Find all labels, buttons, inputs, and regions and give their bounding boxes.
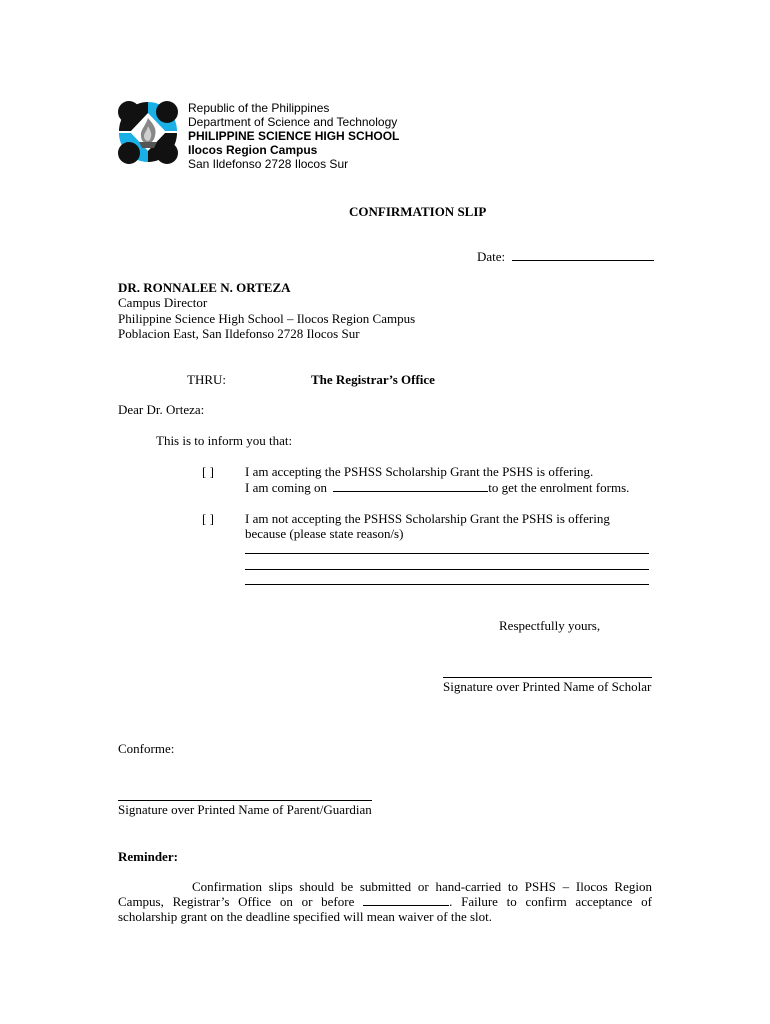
letterhead-department: Department of Science and Technology (188, 115, 398, 129)
date-row (477, 249, 654, 264)
reason-line-3[interactable] (245, 584, 649, 585)
parent-signature-line[interactable] (118, 800, 372, 801)
logo-circle-top-right (156, 101, 178, 123)
accept-statement: I am accepting the PSHSS Scholarship Grant the PSHS is offering. (245, 464, 594, 479)
reason-line-2[interactable] (245, 569, 649, 570)
conforme-label: Conforme: (118, 741, 175, 756)
decline-checkbox[interactable]: [ ] (202, 511, 214, 526)
reminder-text-part1: Confirmation slips should be submitted or hand-carried to PSHS – Ilocos Region Campus, Registrar’s Office on or before (118, 879, 652, 909)
accept-checkbox[interactable]: [ ] (202, 464, 214, 479)
logo-circle-bottom-right (156, 142, 178, 164)
addressee-name: DR. RONNALEE N. ORTEZA (118, 280, 291, 295)
letterhead-school: PHILIPPINE SCIENCE HIGH SCHOOL (188, 129, 400, 143)
logo-circle-top-left (118, 101, 140, 123)
coming-on-label: I am coming on (245, 480, 327, 495)
addressee-address: Poblacion East, San Ildefonso 2728 Ilocos Sur (118, 326, 360, 341)
pshs-logo (117, 100, 179, 166)
scholar-signature-label: Signature over Printed Name of Scholar (443, 679, 652, 694)
reason-line-1[interactable] (245, 553, 649, 554)
logo-circle-bottom-left (118, 142, 140, 164)
letterhead-republic: Republic of the Philippines (188, 101, 330, 115)
date-label: Date: (477, 249, 506, 264)
letterhead (188, 101, 399, 171)
coming-date-field[interactable] (333, 480, 488, 492)
deadline-field[interactable] (363, 894, 449, 906)
decline-statement: I am not accepting the PSHSS Scholarship Grant the PSHS is offering (245, 511, 610, 526)
closing: Respectfully yours, (499, 618, 601, 633)
thru-label: THRU: (187, 372, 226, 387)
salutation: Dear Dr. Orteza: (118, 402, 205, 417)
addressee-school: Philippine Science High School – Ilocos Region Campus (118, 311, 416, 326)
addressee-position: Campus Director (118, 295, 208, 310)
intro-text: This is to inform you that: (156, 433, 293, 448)
scholar-signature-line[interactable] (443, 677, 652, 678)
document-title: CONFIRMATION SLIP (349, 204, 487, 219)
enrolment-forms-text: to get the enrolment forms. (488, 480, 630, 495)
accept-coming-row (245, 480, 629, 495)
reminder-text-part2: . Failure to confirm acceptance of scholarship grant on the deadline specified will mean waiver of the slot. (118, 894, 652, 924)
date-field[interactable] (512, 249, 654, 261)
letterhead-address: San Ildefonso 2728 Ilocos Sur (188, 157, 349, 171)
parent-signature-label: Signature over Printed Name of Parent/Guardian (118, 802, 372, 817)
thru-office: The Registrar’s Office (311, 372, 435, 387)
decline-reason-prompt: because (please state reason/s) (245, 526, 404, 541)
reminder-heading: Reminder: (118, 849, 178, 864)
reminder-body (118, 879, 652, 924)
letterhead-campus: Ilocos Region Campus (188, 143, 318, 157)
